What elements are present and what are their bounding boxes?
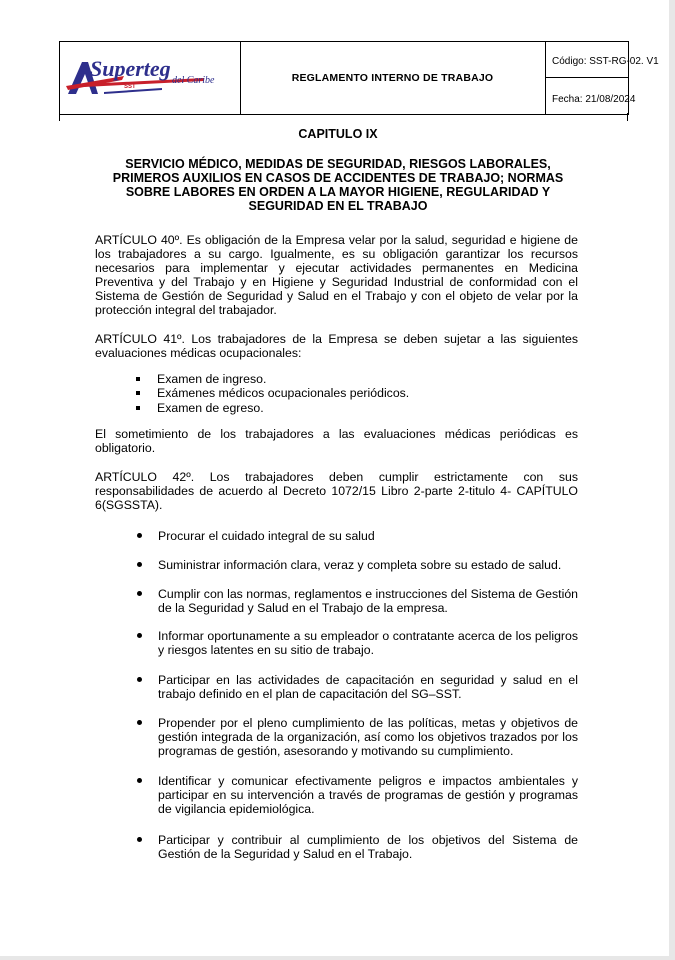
chapter-subtitle: SERVICIO MÉDICO, MEDIDAS DE SEGURIDAD, RIESGOS LABORALES, PRIMEROS AUXILIOS EN CASOS DE ACCIDENTES DE TRABAJO; NORMAS SOBRE LABORES EN ORDEN A LA MAYOR HIGIENE, REGULARIDAD Y SEGURIDAD EN EL TRABAJO (112, 157, 564, 213)
article-42: ARTÍCULO 42º. Los trabajadores deben cumplir estrictamente con sus responsabilidades de acuerdo al Decreto 1072/15 Libro 2-parte 2-titulo 4- CAPÍTULO 6(SGSSTA). (95, 470, 578, 513)
logo-wordmark: Superteg (90, 56, 171, 81)
round-bullet-icon (137, 562, 142, 567)
round-bullet-icon (137, 837, 142, 842)
article-41: ARTÍCULO 41º. Los trabajadores de la Empresa se deben sujetar a las siguientes evaluaciones médicas ocupacionales: (95, 332, 578, 361)
list-item: Examen de ingreso. (136, 372, 409, 386)
header-divider-tick (627, 113, 628, 121)
header-divider-tick (59, 113, 60, 121)
list-item: Procurar el cuidado integral de su salud (158, 529, 578, 543)
list-item: Propender por el pleno cumplimiento de las políticas, metas y objetivos de gestión integrada de la organización, así como los objetivos trazados por los programas de gestión, asesorando y motivando su cumplimiento. (158, 716, 578, 758)
logo-subtitle: del Caribe (172, 75, 215, 86)
square-bullet-icon (136, 377, 140, 381)
article-40: ARTÍCULO 40º. Es obligación de la Empresa velar por la salud, seguridad e higiene de los trabajadores a su cargo. Igualmente, es su obligación garantizar los recursos necesarios para implementar y ejecutar actividades permanentes en Medicina Preventiva y del Trabajo y en Higiene y Seguridad Industrial de conformidad con el Sistema de Gestión de Seguridad y Salud en el Trabajo y con el objeto de velar por la protección integral del trabajador. (95, 233, 578, 318)
round-bullet-icon (137, 591, 142, 596)
article-41-note: El sometimiento de los trabajadores a las evaluaciones médicas periódicas es obligatorio. (95, 427, 578, 456)
round-bullet-icon (137, 633, 142, 638)
list-item: Identificar y comunicar efectivamente peligros e impactos ambientales y participar en su intervención a través de programas de gestión y programas de vigilancia epidemiológica. (158, 774, 578, 816)
round-bullet-icon (137, 720, 142, 725)
list-item: Participar en las actividades de capacitación en seguridad y salud en el trabajo definido en el plan de capacitación del SG–SST. (158, 673, 578, 701)
round-bullet-icon (137, 778, 142, 783)
document-code: Código: SST-RG-02. V1 (546, 42, 628, 78)
chapter-title: CAPITULO IX (298, 127, 378, 141)
page-frame-bottom (0, 956, 675, 960)
document-title: REGLAMENTO INTERNO DE TRABAJO (240, 42, 546, 114)
square-bullet-icon (136, 406, 140, 410)
list-item: Informar oportunamente a su empleador o contratante acerca de los peligros y riesgos latentes en su sitio de trabajo. (158, 629, 578, 657)
logo-cell (60, 42, 241, 114)
round-bullet-icon (137, 533, 142, 538)
list-item: Cumplir con las normas, reglamentos e instrucciones del Sistema de Gestión de la Seguridad y Salud en el Trabajo de la empresa. (158, 587, 578, 615)
list-item: Suministrar información clara, veraz y completa sobre su estado de salud. (158, 558, 578, 572)
square-bullet-icon (136, 391, 140, 395)
list-item: Examen de egreso. (136, 401, 409, 415)
page-frame-right (669, 0, 675, 960)
round-bullet-icon (137, 677, 142, 682)
document-date: Fecha: 21/08/2024 (552, 94, 636, 105)
logo-tag: SST (124, 84, 136, 90)
list-item: Participar y contribuir al cumplimiento de los objetivos del Sistema de Gestión de la Seguridad y Salud en el Trabajo. (158, 833, 578, 861)
exam-list (136, 372, 409, 415)
company-logo (64, 54, 236, 104)
list-item: Exámenes médicos ocupacionales periódicos. (136, 386, 409, 400)
document-header-table (59, 41, 659, 115)
